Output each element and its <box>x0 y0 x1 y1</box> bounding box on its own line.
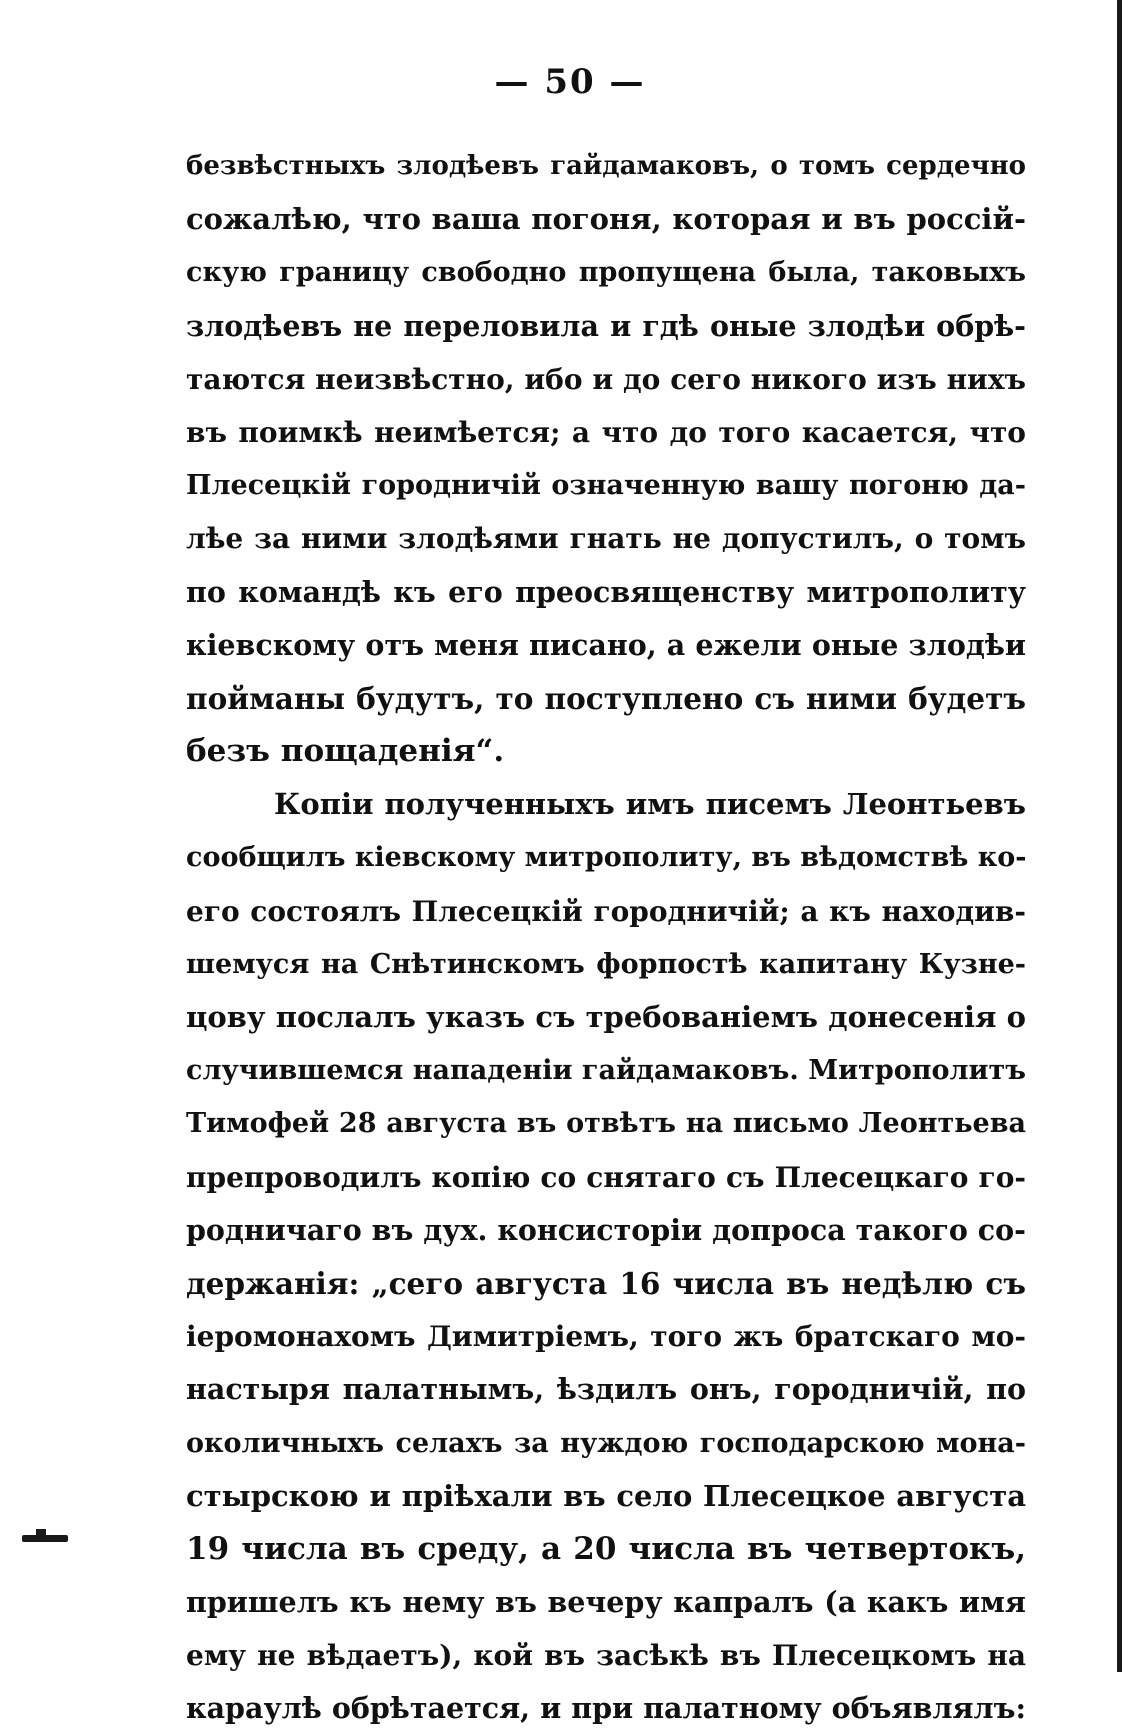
text-line: стырскою и пріѣхали въ село Плесецкое августа <box>186 1478 1026 1513</box>
text-line: пойманы будутъ, то поступлено съ ними будетъ <box>186 680 1026 716</box>
paragraph-1 <box>186 140 1026 778</box>
body-text <box>186 140 1026 1736</box>
text-line: пришелъ къ нему въ вечеру капралъ (а какъ имя <box>186 1585 1026 1620</box>
page-edge-shadow <box>1117 0 1122 1672</box>
margin-mark-icon <box>22 1535 68 1542</box>
text-line: караулѣ обрѣтается, и при палатному объявлялъ: <box>186 1691 1026 1726</box>
text-line: Тимофей 28 августа въ отвѣтъ на письмо Леонтьева <box>186 1108 1026 1140</box>
text-line: цову послалъ указъ съ требованіемъ донесенія о <box>186 1000 1026 1034</box>
text-line: сообщилъ кіевскому митрополиту, въ вѣдомствѣ ко- <box>186 842 1026 874</box>
text-line: таются неизвѣстно, ибо и до сего никого изъ нихъ <box>186 362 1026 396</box>
text-line: родничаго въ дух. консисторіи допроса такого со- <box>186 1212 1026 1247</box>
text-line: случившемся нападеніи гайдамаковъ. Митрополитъ <box>186 1055 1026 1087</box>
text-line: Копіи полученныхъ имъ писемъ Леонтьевъ <box>274 787 1026 822</box>
text-line: держанія: „сего августа 16 числа въ недѣлю съ <box>186 1265 1026 1301</box>
text-line: іеромонахомъ Димитріемъ, того жъ братскаго мо- <box>186 1320 1026 1354</box>
paragraph-2 <box>186 778 1026 1735</box>
text-line: Плесецкій городничій означенную вашу погоню да- <box>186 470 1026 502</box>
text-line: 19 числа въ среду, а 20 числа въ четвертокъ, <box>186 1530 1026 1567</box>
text-line: его состоялъ Плесецкій городничій; а къ находив- <box>186 894 1026 928</box>
text-line: скую границу свободно пропущена была, таковыхъ <box>186 257 1026 289</box>
text-line: шемуся на Снѣтинскомъ форпостѣ капитану Кузне- <box>186 948 1026 980</box>
text-line: околичныхъ селахъ за нуждою господарскою мона- <box>186 1427 1026 1459</box>
text-line: злодѣевъ не переловила и гдѣ оные злодѣи обрѣ- <box>186 308 1026 343</box>
text-line: безвѣстныхъ злодѣевъ гайдамаковъ, о томъ сердечно <box>186 151 1026 181</box>
text-line: сожалѣю, что ваша погоня, которая и въ россій- <box>186 202 1026 237</box>
text-line: по командѣ къ его преосвященству митрополиту <box>186 574 1026 609</box>
text-line: въ поимкѣ неимѣется; а что до того касается, что <box>186 415 1026 449</box>
text-line: безъ пощаденія“. <box>186 733 505 770</box>
text-line: настыря палатнымъ, ѣздилъ онъ, городничій, по <box>186 1372 1026 1407</box>
text-line: кіевскому отъ меня писано, а ежели оные злодѣи <box>186 627 1026 662</box>
text-line: ему не вѣдаетъ), кой въ засѣкѣ въ Плесецкомъ на <box>186 1639 1026 1673</box>
text-line: лѣе за ними злодѣями гнать не допустилъ, о томъ <box>186 522 1026 556</box>
page-number: — 50 — <box>494 62 646 102</box>
text-line: препроводилъ копію со снятаго съ Плесецкаго го- <box>186 1160 1026 1194</box>
